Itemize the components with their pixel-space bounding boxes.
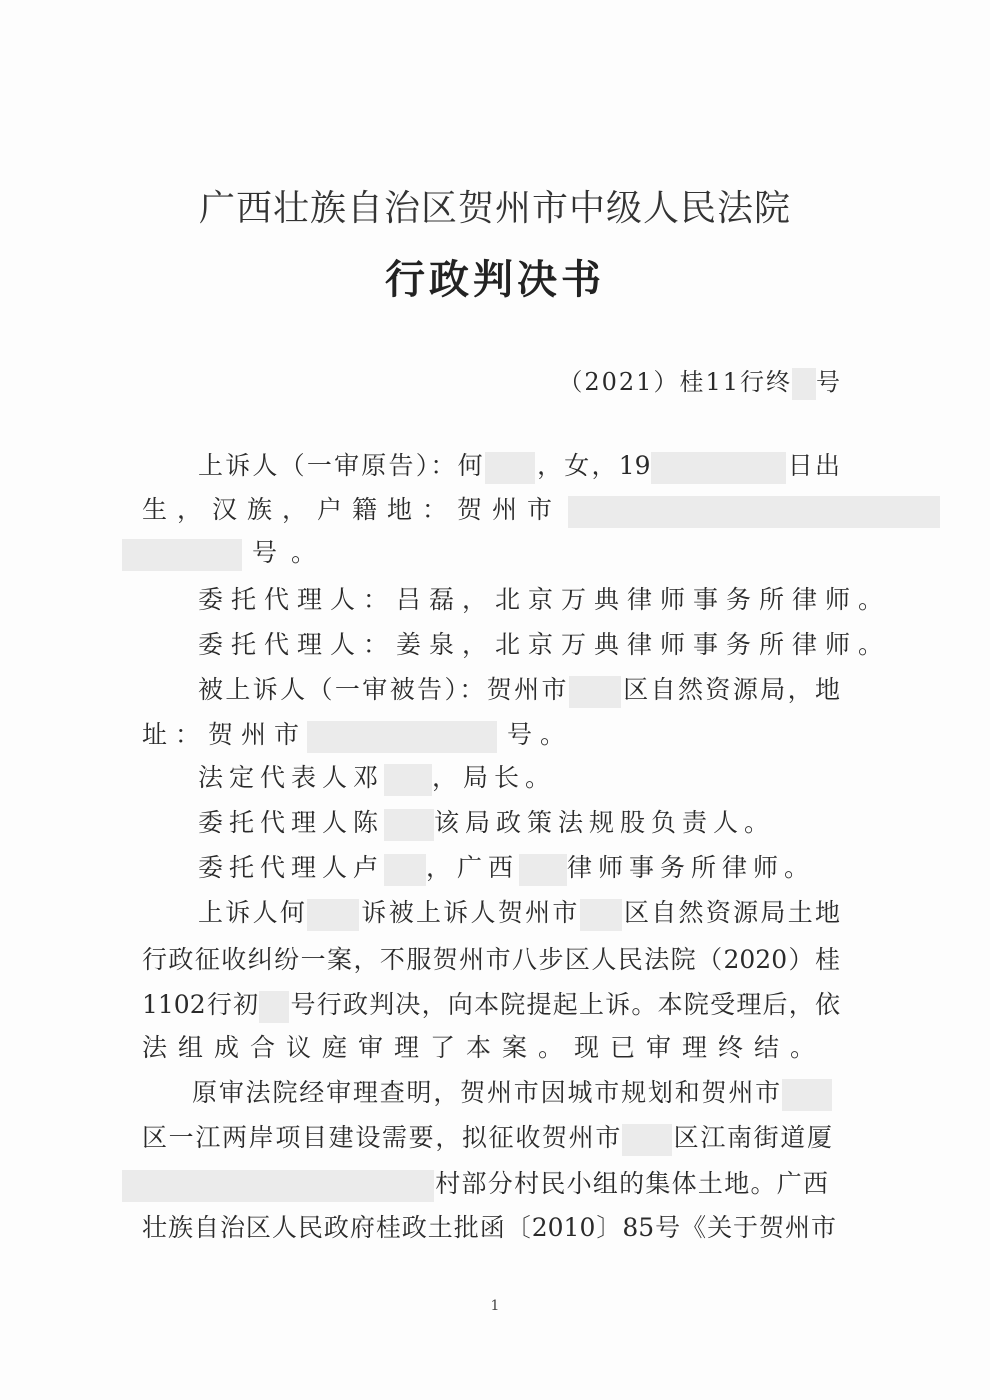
redaction bbox=[792, 368, 816, 400]
agent-line-3 bbox=[198, 806, 775, 840]
text: ，局长。 bbox=[432, 763, 557, 792]
case-summary-line-3 bbox=[142, 988, 840, 1022]
text: ，女，19 bbox=[534, 451, 651, 480]
redaction bbox=[259, 991, 289, 1023]
text: 址：贺州市 bbox=[142, 720, 308, 749]
text: 上诉人（一审原告）：何 bbox=[198, 451, 485, 480]
text: 诉被上诉人贺州市 bbox=[359, 898, 580, 927]
appellant-line-1 bbox=[198, 449, 840, 483]
redaction bbox=[122, 539, 242, 571]
case-number-suffix: 号 bbox=[816, 368, 842, 396]
text: ，广西 bbox=[426, 853, 520, 882]
facts-line-1 bbox=[192, 1076, 832, 1110]
facts-line-2 bbox=[142, 1121, 832, 1155]
redaction bbox=[307, 899, 359, 931]
agent-line-2: 委托代理人：姜泉，北京万典律师事务所律师。 bbox=[198, 630, 892, 659]
text: 号行政判决，向本院提起上诉。本院受理后，依 bbox=[289, 990, 840, 1019]
text: 号。 bbox=[507, 720, 574, 749]
agent-line-1: 委托代理人：吕磊，北京万典律师事务所律师。 bbox=[198, 585, 892, 614]
redaction bbox=[485, 452, 535, 484]
redaction bbox=[122, 1170, 434, 1202]
agent-line-4 bbox=[198, 851, 815, 885]
text: 生，汉族，户籍地：贺州市 bbox=[142, 495, 563, 524]
redaction bbox=[580, 899, 622, 931]
case-number-prefix: （2021）桂11行终 bbox=[558, 368, 792, 396]
redaction bbox=[651, 452, 786, 484]
text: 村部分村民小组的集体土地。广西 bbox=[434, 1169, 828, 1198]
redaction bbox=[307, 721, 497, 753]
text: 区自然资源局，地 bbox=[620, 675, 840, 704]
text: 日出 bbox=[785, 451, 840, 480]
text: 委托代理人陈 bbox=[198, 808, 385, 837]
text: 原审法院经审理查明，贺州市因城市规划和贺州市 bbox=[192, 1078, 782, 1107]
legal-rep-line bbox=[198, 761, 556, 795]
redaction bbox=[519, 854, 567, 886]
redaction bbox=[568, 496, 940, 528]
redaction bbox=[782, 1079, 832, 1111]
text: 区一江两岸项目建设需要，拟征收贺州市 bbox=[142, 1123, 622, 1152]
court-name: 广西壮族自治区贺州市中级人民法院 bbox=[198, 188, 791, 229]
case-summary-line-2: 行政征收纠纷一案，不服贺州市八步区人民法院（2020）桂 bbox=[142, 945, 840, 974]
redaction bbox=[384, 764, 432, 796]
case-summary-line-4: 法组成合议庭审理了本案。现已审理终结。 bbox=[142, 1033, 827, 1062]
case-summary-line-1 bbox=[198, 896, 840, 930]
appellant-line-2 bbox=[142, 493, 940, 527]
text: 上诉人何 bbox=[198, 898, 308, 927]
redaction bbox=[384, 809, 434, 841]
page-number: 1 bbox=[490, 1298, 500, 1314]
document-type: 行政判决书 bbox=[385, 256, 605, 303]
text: 区自然资源局土地 bbox=[621, 898, 840, 927]
case-number bbox=[558, 362, 842, 400]
appellee-line-2 bbox=[142, 718, 573, 752]
redaction bbox=[569, 676, 621, 708]
facts-line-3 bbox=[122, 1167, 828, 1201]
text: 区江南街道厦 bbox=[671, 1123, 832, 1152]
redaction bbox=[384, 854, 426, 886]
text: 法定代表人邓 bbox=[198, 763, 385, 792]
text: 号。 bbox=[252, 538, 331, 567]
text: 委托代理人卢 bbox=[198, 853, 385, 882]
appellant-line-3 bbox=[122, 536, 330, 570]
text: 律师事务所律师。 bbox=[567, 853, 816, 882]
text: 被上诉人（一审被告）：贺州市 bbox=[198, 675, 569, 704]
text: 该局政策法规股负责人。 bbox=[434, 808, 776, 837]
text: 1102行初 bbox=[142, 990, 260, 1019]
redaction bbox=[622, 1124, 672, 1156]
appellee-line-1 bbox=[198, 673, 840, 707]
facts-line-4: 壮族自治区人民政府桂政土批函〔2010〕85号《关于贺州市 bbox=[142, 1213, 836, 1242]
